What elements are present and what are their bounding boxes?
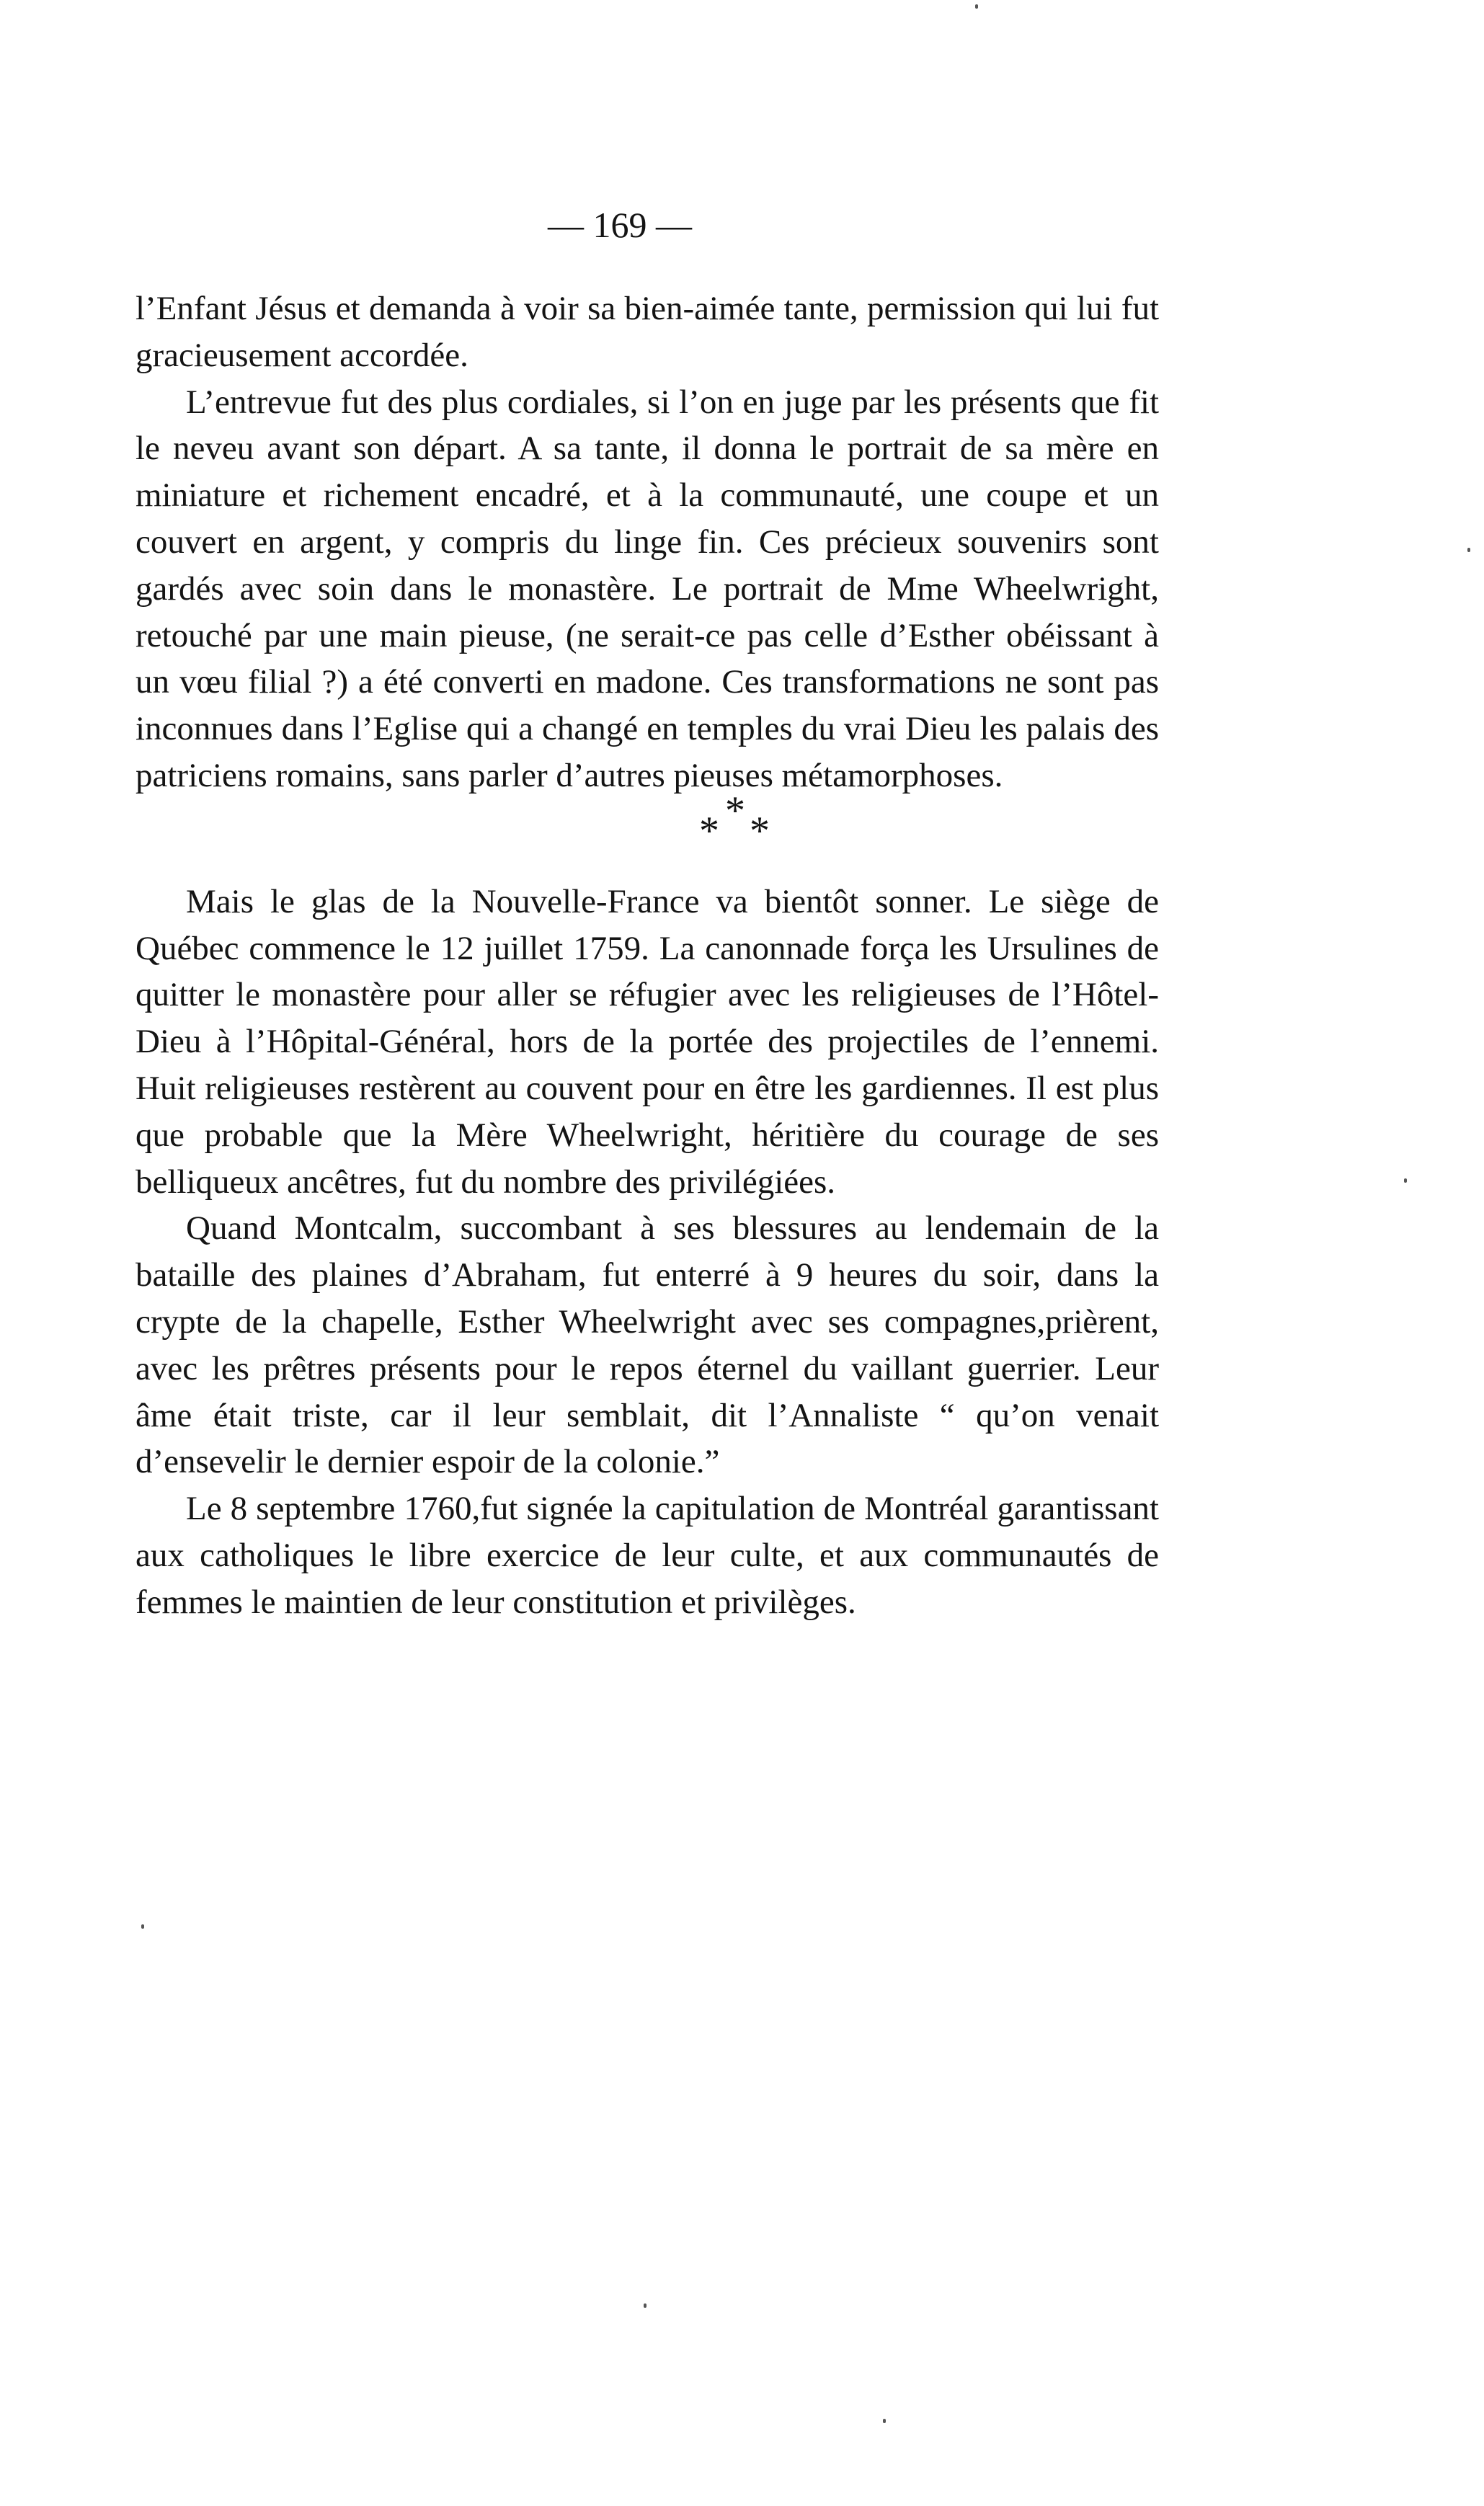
paragraph-capitulation: Le 8 septembre 1760,fut signée la capitulation de Montréal garantissant aux catholiques le libre exercice de leur culte, et aux communautés de femmes le maintien de leur constitution et privilèges. — [135, 1490, 1159, 1621]
scan-speck — [883, 2419, 886, 2423]
asterisk-right: * — [750, 808, 770, 853]
scan-speck — [644, 2303, 647, 2308]
body-text — [135, 285, 1159, 1626]
scan-speck — [975, 4, 978, 9]
paragraph-continued: l’Enfant Jésus et demanda à voir sa bien-aimée tante, permission qui lui fut gracieusement accordée. — [135, 290, 1159, 374]
scan-speck — [1404, 1178, 1407, 1183]
scan-speck — [1467, 548, 1470, 552]
section-separator — [135, 788, 1159, 879]
paragraph-siege: Mais le glas de la Nouvelle-France va bientôt sonner. Le siège de Québec commence le 12 juillet 1759. La canonnade força les Ursulines de quitter le monastère pour aller se réfugier avec les religieuses de l’Hôtel-Dieu à l’Hôpital-Général, hors de la portée des projectiles de l’ennemi. Huit religieuses restèrent au couvent pour en être les gardiennes. Il est plus que probable que la Mère Wheelwright, héritière du courage de ses belliqueux ancêtres, fut du nombre des privilégiées. — [135, 882, 1159, 1201]
scan-speck — [141, 1924, 144, 1929]
paragraph-entrevue: L’entrevue fut des plus cordiales, si l’on en juge par les présents que fit le neveu avant son départ. A sa tante, il donna le portrait de sa mère en miniature et richement encadré, et à la communauté, une coupe et un couvert en argent, y compris du linge fin. Ces précieux souvenirs sont gardés avec soin dans le monastère. Le portrait de Mme Wheelwright, retouché par une main pieuse, (ne serait-ce pas celle d’Esther obéissant à un vœu filial ?) a été converti en madone. Ces transformations ne sont pas inconnues dans l’Eglise qui a changé en temples du vrai Dieu les palais des patriciens romains, sans parler d’autres pieuses métamorphoses. — [135, 383, 1159, 794]
paragraph-montcalm: Quand Montcalm, succombant à ses blessures au lendemain de la bataille des plaines d’Abraham, fut enterré à 9 heures du soir, dans la crypte de la chapelle, Esther Wheelwright avec ses compagnes,prièrent, avec les prêtres présents pour le repos éternel du vaillant guerrier. Leur âme était triste, car il leur semblait, dit l’Annaliste “ qu’on venait d’ensevelir le dernier espoir de la colonie.” — [135, 1209, 1159, 1481]
page-number: — 169 — — [548, 205, 692, 245]
asterisk-left: * — [699, 808, 719, 853]
asterisk-top: * — [725, 788, 745, 833]
